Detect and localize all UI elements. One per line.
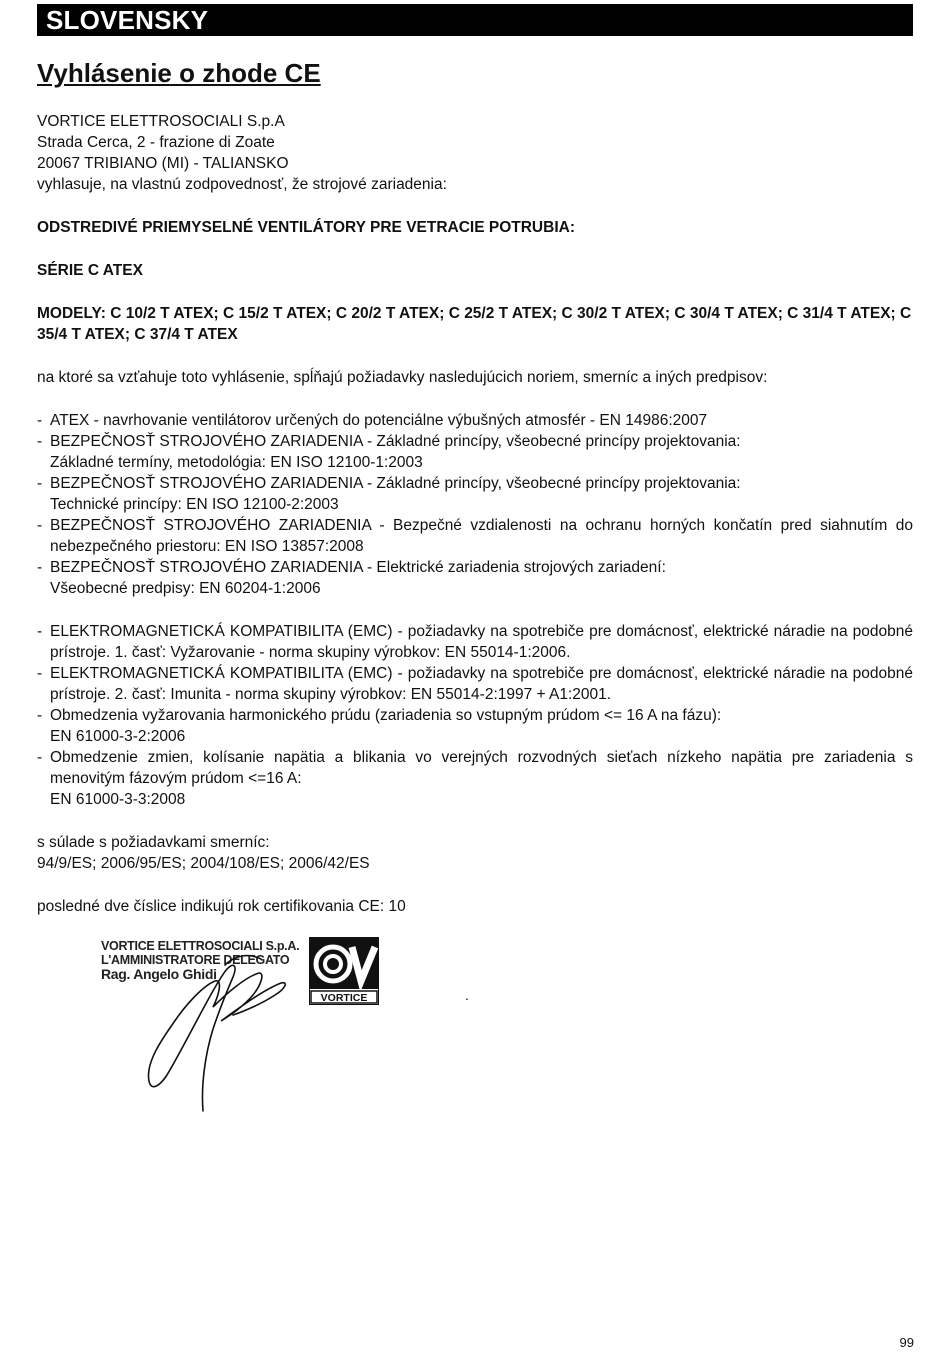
list-item: - BEZPEČNOSŤ STROJOVÉHO ZARIADENIA - Základné princípy, všeobecné princípy projektovania: Technické princípy: EN ISO 12100-2:2003 [37,475,741,513]
manufacturer-block [37,111,913,195]
manufacturer-city: 20067 TRIBIANO (MI) - TALIANSKO [37,155,289,172]
list-item: - BEZPEČNOSŤ STROJOVÉHO ZARIADENIA - Základné princípy, všeobecné princípy projektovania: Základné termíny, metodológia: EN ISO 12100-1:2003 [37,433,741,471]
svg-text:VORTICE: VORTICE [320,992,368,1004]
standards-list [37,410,913,599]
directives-list: 94/9/ES; 2006/95/ES; 2004/108/ES; 2006/42/ES [37,855,370,872]
manufacturer-name: VORTICE ELETTROSOCIALI S.p.A [37,113,285,130]
language-header: SLOVENSKY [37,4,913,36]
directives-block [37,832,913,874]
stamp-line-3: Rag. Angelo Ghidi [101,966,217,982]
list-item: - ATEX - navrhovanie ventilátorov určených do potenciálne výbušných atmosfér - EN 14986:2007 [37,412,708,429]
ce-note: posledné dve číslice indikujú rok certifikovania CE: 10 [37,898,406,915]
declaration-text: vyhlasuje, na vlastnú zodpovednosť, že strojové zariadenia: [37,176,447,193]
emc-list [37,621,913,810]
directives-intro: s súlade s požiadavkami smerníc: [37,834,270,851]
series-label: SÉRIE C ATEX [37,262,143,279]
list-item: - ELEKTROMAGNETICKÁ KOMPATIBILITA (EMC) - požiadavky na spotrebiče pre domácnosť, elektrické náradie na podobné prístroje. 2. časť: Imunita - norma skupiny výrobkov: EN 55014-2:1997 + A1:2001. [37,665,913,703]
declaration-page [37,4,913,917]
standards-intro: na ktoré sa vzťahuje toto vyhlásenie, spĺňajú požiadavky nasledujúcich noriem, smerníc a iných predpisov: [37,369,768,386]
product-heading: ODSTREDIVÉ PRIEMYSELNÉ VENTILÁTORY PRE VETRACIE POTRUBIA: [37,219,575,236]
stamp-line-2: L'AMMINISTRATORE DELEGATO [101,953,290,967]
list-item: - Obmedzenie zmien, kolísanie napätia a blikania vo verejných rozvodných sieťach nízkeho napätia pre zariadenia s menovitým fázovým prúdom <=16 A: EN 61000-3-3:2008 [37,749,913,808]
vortice-logo-icon [309,937,379,1005]
models-list: MODELY: C 10/2 T ATEX; C 15/2 T ATEX; C 20/2 T ATEX; C 25/2 T ATEX; C 30/2 T ATEX; C 30/4 T ATEX; C 31/4 T ATEX; C 35/4 T ATEX; C 37/4 T ATEX [37,305,912,343]
list-item: - Obmedzenia vyžarovania harmonického prúdu (zariadenia so vstupným prúdom <= 16 A na fázu): EN 61000-3-2:2006 [37,707,722,745]
manufacturer-street: Strada Cerca, 2 - frazione di Zoate [37,134,275,151]
list-item: - BEZPEČNOSŤ STROJOVÉHO ZARIADENIA - Bezpečné vzdialenosti na ochranu horných končatín pred siahnutím do nebezpečného priestoru: EN ISO 13857:2008 [37,517,913,555]
page-title: Vyhlásenie o zhode CE [37,58,321,88]
handwritten-signature [115,925,295,1125]
list-item: - ELEKTROMAGNETICKÁ KOMPATIBILITA (EMC) - požiadavky na spotrebiče pre domácnosť, elektrické náradie na podobné prístroje. 1. časť: Vyžarovanie - norma skupiny výrobkov: EN 55014-1:2006. [37,623,913,661]
page-number: 99 [899,1335,914,1350]
signature-area [95,925,475,1125]
stamp-line-1: VORTICE ELETTROSOCIALI S.p.A. [101,939,300,953]
dot-mark: . [465,987,469,1003]
list-item: - BEZPEČNOSŤ STROJOVÉHO ZARIADENIA - Elektrické zariadenia strojových zariadení: Všeobecné predpisy: EN 60204-1:2006 [37,559,666,597]
